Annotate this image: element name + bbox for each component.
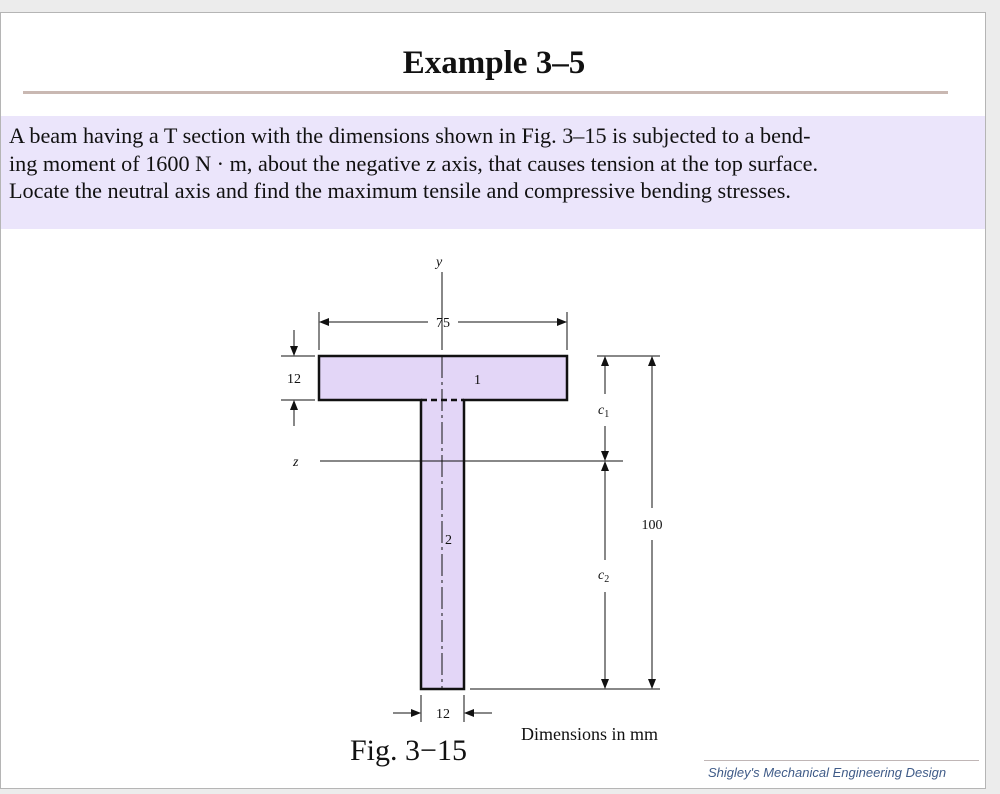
c2-label: $c_2$ xyxy=(598,568,610,585)
problem-line-3: Locate the neutral axis and find the maximum tensile and compressive bending stresses. xyxy=(9,178,791,203)
z-axis-label: z xyxy=(293,455,299,470)
credit-divider xyxy=(704,760,979,761)
web-width-label: 12 xyxy=(436,707,450,722)
problem-line-2: ing moment of 1600 N · m, about the negative z axis, that causes tension at the top surface. xyxy=(9,150,819,176)
y-axis-label: y xyxy=(436,255,443,270)
slide-title: Example 3–5 xyxy=(402,45,586,81)
part-2-label: 2 xyxy=(445,533,452,548)
t-section-shape xyxy=(319,356,567,689)
flange-thickness-label: 12 xyxy=(287,372,301,387)
part-1-label: 1 xyxy=(474,373,481,388)
figure-caption: Fig. 3−15 xyxy=(350,734,467,767)
problem-line-1: A beam having a T section with the dimensions shown in Fig. 3–15 is subjected to a bend- xyxy=(9,123,811,148)
c1-label: $c_1$ xyxy=(598,403,610,420)
total-height-label: 100 xyxy=(641,518,663,533)
flange-width-label: 75 xyxy=(436,316,450,331)
dimensions-note: Dimensions in mm xyxy=(521,724,659,744)
source-credit: Shigley's Mechanical Engineering Design xyxy=(708,765,947,780)
